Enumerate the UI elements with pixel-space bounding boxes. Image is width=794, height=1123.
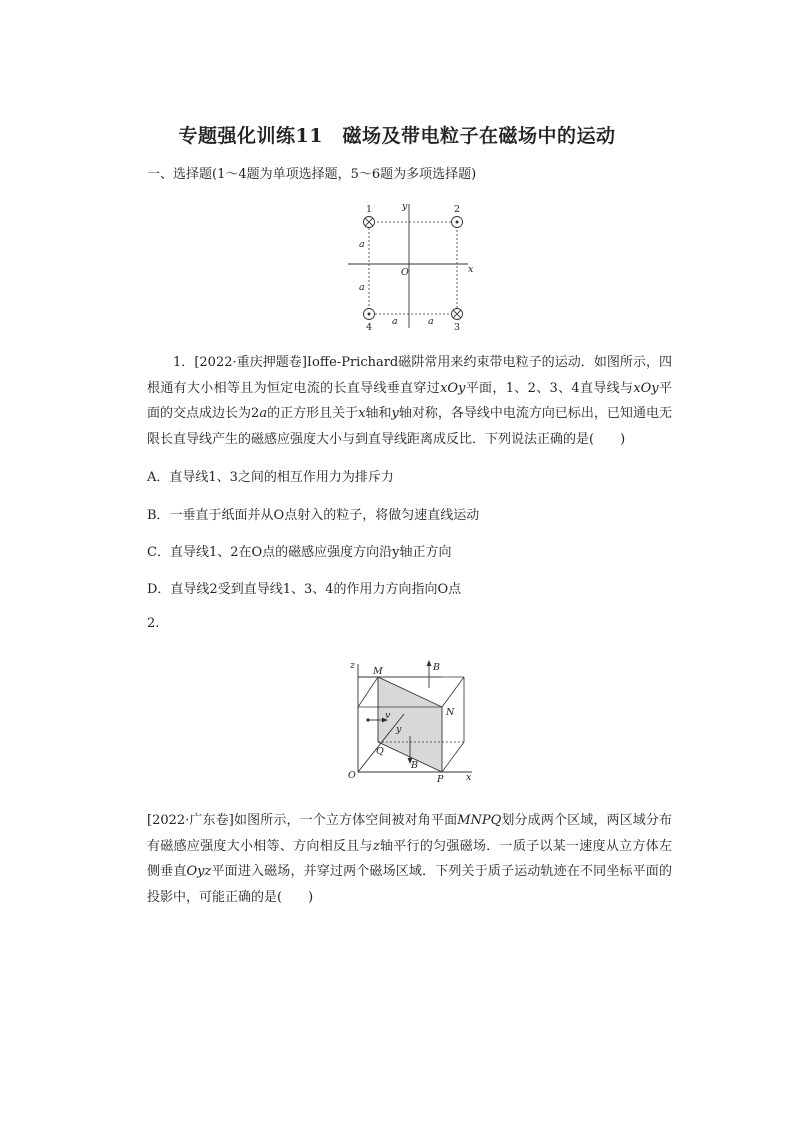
label-v: v xyxy=(385,710,391,721)
question-2-stem: [2022·广东卷]如图所示，一个立方体空间被对角平面MNPQ划分成两个区域，两区域分布有磁感应强度大小相等、方向相反且与z轴平行的匀强磁场．一质子以某一速度从立方体左侧垂直Oyz平面进入磁场，并穿过两个磁场区域．下列关于质子运动轨迹在不同坐标平面的投影中，可能正确的是( ) xyxy=(147,813,672,905)
question-1-option-c[interactable]: C．直导线1、2在O点的磁感应强度方向沿y轴正方向 xyxy=(147,545,452,560)
question-2-number: 2. xyxy=(147,616,160,631)
page-title: 专题强化训练11 磁场及带电粒子在磁场中的运动 xyxy=(178,125,616,147)
label-wire-4: 4 xyxy=(366,322,373,333)
label-y-axis: y xyxy=(402,201,408,212)
figure-cube-magnetic-field xyxy=(340,658,480,786)
label-q: Q xyxy=(376,746,384,757)
question-1-option-a[interactable]: A．直导线1、3之间的相互作用力为排斥力 xyxy=(147,470,394,485)
label-p: P xyxy=(437,774,444,785)
label-b-bottom: B xyxy=(411,760,418,771)
label-a-left-top: a xyxy=(359,239,365,250)
wire-1-into-page-icon xyxy=(364,217,375,228)
wire-4-out-of-page-icon xyxy=(364,309,375,320)
wire-3-into-page-icon xyxy=(452,309,463,320)
figure-wires xyxy=(340,198,480,336)
label-a-bottom-left: a xyxy=(392,316,398,327)
label-x-axis: x xyxy=(468,264,474,275)
label-wire-2: 2 xyxy=(454,204,461,215)
label-origin: O xyxy=(401,267,409,278)
label-y-axis: y xyxy=(396,724,402,735)
section-heading: 一、选择题(1～4题为单项选择题，5～6题为多项选择题) xyxy=(147,167,477,182)
label-wire-1: 1 xyxy=(366,204,373,215)
wire-2-out-of-page-icon xyxy=(452,217,463,228)
label-z-axis: z xyxy=(350,660,356,671)
label-a-left-bottom: a xyxy=(359,282,365,293)
label-m: M xyxy=(373,666,383,677)
question-1-option-d[interactable]: D．直导线2受到直导线1、3、4的作用力方向指向O点 xyxy=(147,582,462,597)
question-1-stem: 1．[2022·重庆押题卷]Ioffe-Prichard磁阱常用来约束带电粒子的运动．如图所示，四根通有大小相等且为恒定电流的长直导线垂直穿过xOy平面，1、2、3、4直导线与xOy平面的交点成边长为2a的正方形且关于x轴和y轴对称，各导线中电流方向已标出，已知通电无限长直导线产生的磁感应强度大小与到直导线距离成反比．下列说法正确的是( ) xyxy=(147,355,672,447)
label-b-top: B xyxy=(433,662,440,673)
label-wire-3: 3 xyxy=(454,322,461,333)
question-1-option-b[interactable]: B．一垂直于纸面并从O点射入的粒子，将做匀速直线运动 xyxy=(147,508,480,523)
label-origin: O xyxy=(348,770,356,781)
label-a-bottom-right: a xyxy=(428,316,434,327)
label-x-axis: x xyxy=(466,772,472,783)
label-n: N xyxy=(446,707,455,718)
